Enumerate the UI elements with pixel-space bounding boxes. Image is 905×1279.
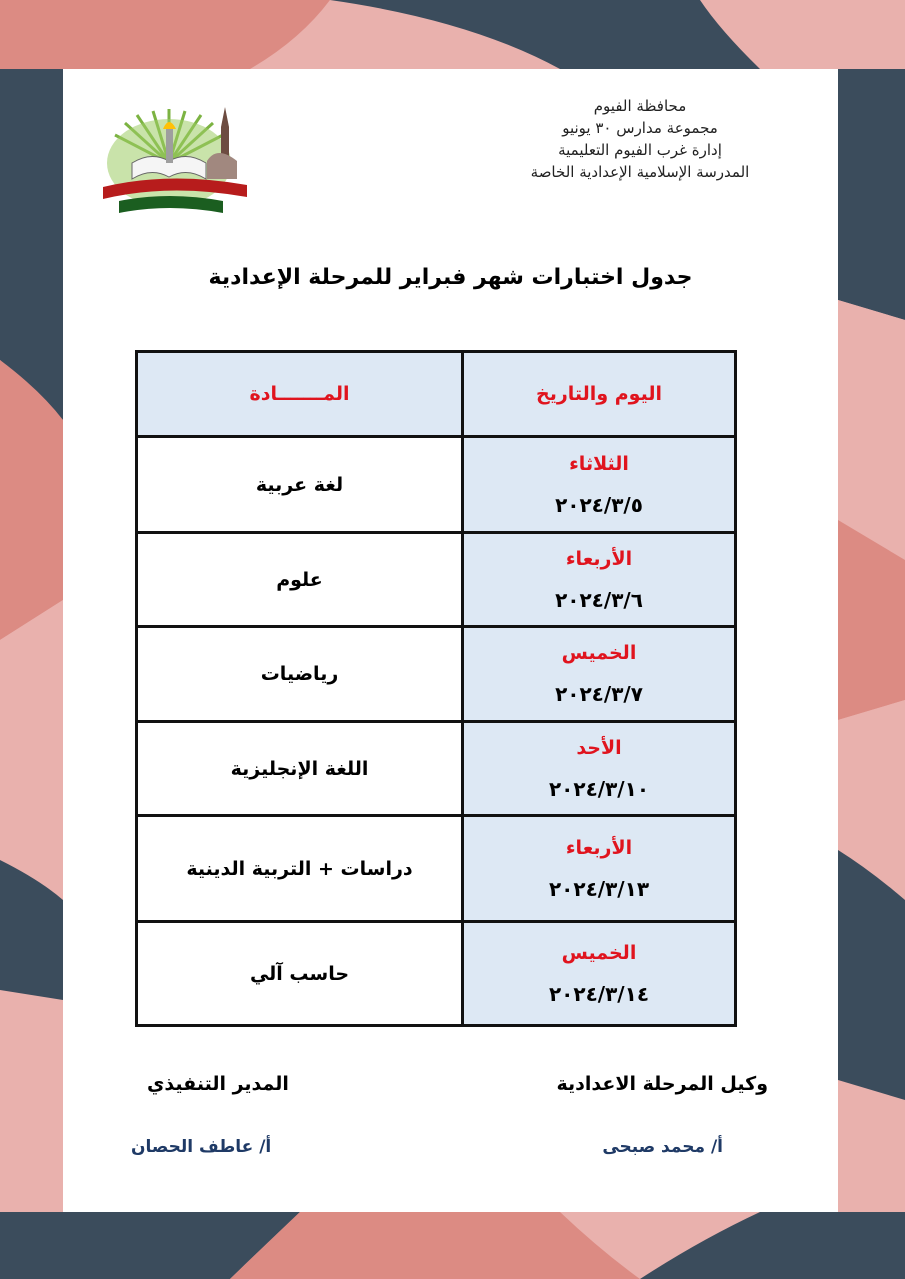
date-cell	[463, 922, 736, 1026]
school-header	[490, 95, 790, 183]
day-name: الأربعاء	[565, 547, 633, 570]
subject-cell: لغة عربية	[137, 437, 463, 533]
exam-schedule-table	[135, 350, 737, 1027]
table-row	[137, 437, 736, 533]
subject-cell: علوم	[137, 533, 463, 627]
header-date: اليوم والتاريخ	[463, 352, 736, 437]
page-title: جدول اختبارات شهر فبراير للمرحلة الإعدادية	[208, 265, 693, 290]
school-logo-icon	[97, 101, 257, 216]
table-header-row	[137, 352, 736, 437]
vice-principal-name: أ/ محمد صبحى	[602, 1137, 723, 1157]
table-row	[137, 533, 736, 627]
day-name: الأربعاء	[565, 836, 633, 859]
exam-date: ٢٠٢٤/٣/١٣	[548, 876, 650, 901]
executive-director-title: المدير التنفيذي	[147, 1073, 289, 1095]
date-cell	[463, 816, 736, 922]
exam-date: ٢٠٢٤/٣/١٠	[548, 776, 650, 801]
document-page	[63, 69, 838, 1212]
subject-cell: رياضيات	[137, 627, 463, 722]
subject-cell: حاسب آلي	[137, 922, 463, 1026]
vice-principal-title: وكيل المرحلة الاعدادية	[556, 1073, 768, 1095]
header-subject: المـــــــادة	[137, 352, 463, 437]
header-line-governorate: محافظة الفيوم	[593, 97, 687, 115]
executive-director-name: أ/ عاطف الحصان	[131, 1137, 272, 1157]
date-cell	[463, 627, 736, 722]
header-line-schools-group: مجموعة مدارس ٣٠ يونيو	[562, 119, 718, 137]
table-row	[137, 722, 736, 816]
day-name: الأحد	[576, 736, 622, 759]
subject-cell: اللغة الإنجليزية	[137, 722, 463, 816]
day-name: الخميس	[561, 941, 637, 964]
header-line-administration: إدارة غرب الفيوم التعليمية	[558, 141, 722, 159]
exam-date: ٢٠٢٤/٣/٧	[555, 682, 643, 706]
exam-date: ٢٠٢٤/٣/٦	[555, 587, 643, 612]
table-row	[137, 816, 736, 922]
subject-cell: دراسات + التربية الدينية	[137, 816, 463, 922]
table-row	[137, 922, 736, 1026]
table-row	[137, 627, 736, 722]
exam-date: ٢٠٢٤/٣/٥	[555, 492, 643, 517]
day-name: الخميس	[561, 642, 637, 664]
day-name: الثلاثاء	[569, 452, 629, 475]
exam-date: ٢٠٢٤/٣/١٤	[548, 981, 650, 1006]
date-cell	[463, 722, 736, 816]
header-line-school-name: المدرسة الإسلامية الإعدادية الخاصة	[530, 163, 750, 181]
date-cell	[463, 533, 736, 627]
date-cell	[463, 437, 736, 533]
